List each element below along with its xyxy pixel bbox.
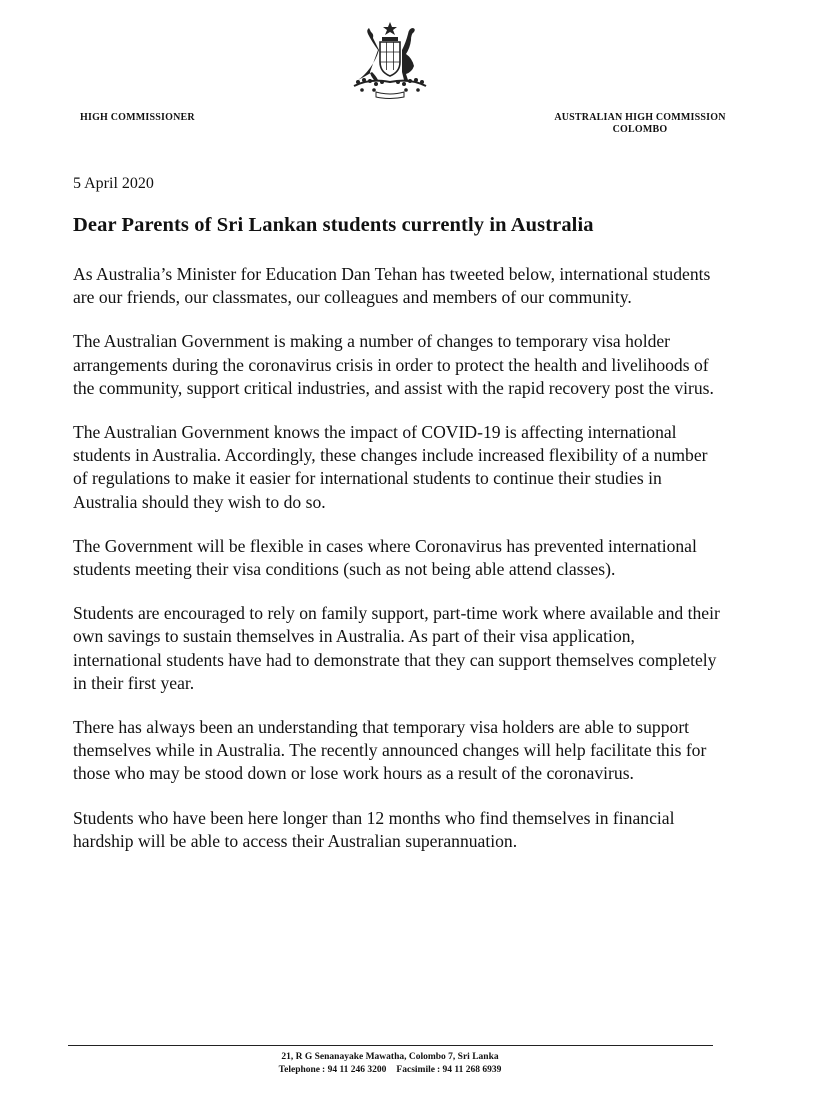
- footer-contact: Telephone : 94 11 246 3200 Facsimile : 94 11 268 6939: [278, 1065, 502, 1075]
- paragraph-5: Students are encouraged to rely on family support, part-time work where available and their own savings to sustain themselves in Australia. As part of their visa application, international students have had to demonstrate that they can support themselves completely in their first year.: [73, 603, 720, 693]
- telephone-label: Telephone: [278, 1065, 321, 1075]
- footer: [200, 1051, 580, 1077]
- paragraph-2: The Australian Government is making a number of changes to temporary visa holder arrangements during the coronavirus crisis in order to protect the health and livelihoods of the community, support critical industries, and assist with the rapid recovery post the virus.: [73, 331, 714, 398]
- letterhead-left-title: HIGH COMMISSIONER: [80, 112, 195, 123]
- letter-date: 5 April 2020: [73, 175, 154, 192]
- footer-divider: [68, 1045, 713, 1046]
- footer-address: 21, R G Senanayake Mawatha, Colombo 7, Sri Lanka: [281, 1052, 499, 1062]
- coat-of-arms-icon: [340, 20, 440, 100]
- letter-body: [73, 263, 723, 874]
- letterhead-right-line2: COLOMBO: [612, 124, 668, 135]
- telephone-number: 94 11 246 3200: [327, 1065, 387, 1075]
- paragraph-4: The Government will be flexible in cases where Coronavirus has prevented international students meeting their visa conditions (such as not being able attend classes).: [73, 535, 697, 580]
- letterhead-right-title: [540, 112, 740, 136]
- paragraph-3: The Australian Government knows the impact of COVID-19 is affecting international students in Australia. Accordingly, these changes include increased flexibility of a number of regulations to make it easier for international students to continue their studies in Australia should they wish to do so.: [73, 422, 708, 512]
- letterhead-right-line1: AUSTRALIAN HIGH COMMISSION: [554, 112, 726, 123]
- facsimile-label: Facsimile: [396, 1065, 435, 1075]
- facsimile-number: 94 11 268 6939: [442, 1065, 502, 1075]
- paragraph-6: There has always been an understanding that temporary visa holders are able to support themselves while in Australia. The recently announced changes will help facilitate this for those who may be stood down or lose work hours as a result of the coronavirus.: [73, 717, 707, 784]
- letter-salutation: Dear Parents of Sri Lankan students currently in Australia: [73, 214, 594, 236]
- paragraph-7: Students who have been here longer than 12 months who find themselves in financial hardship will be able to access their Australian superannuation.: [73, 807, 675, 851]
- paragraph-1: As Australia’s Minister for Education Dan Tehan has tweeted below, international students are our friends, our classmates, our colleagues and members of our community.: [73, 264, 711, 308]
